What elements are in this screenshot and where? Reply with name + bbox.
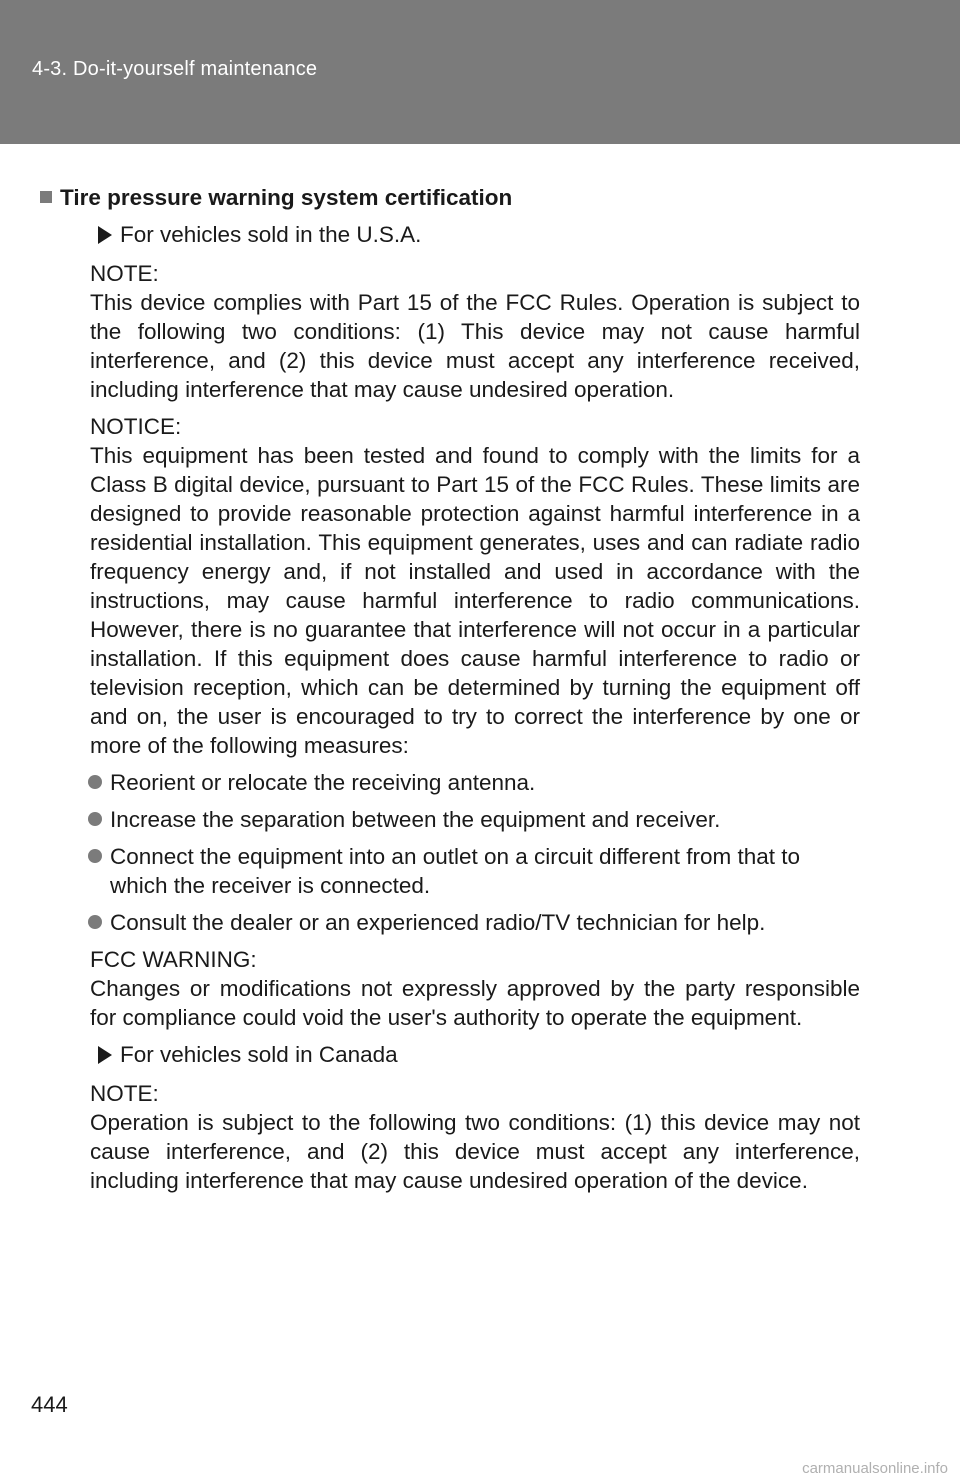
arrow-right-icon xyxy=(98,1046,112,1064)
usa-notice-body: This equipment has been tested and found to comply with the limits for a Class B digital device, pursuant to Part 15 of the FCC Rules. These limits are designed to provide reasonable protection against harmful interference in a residential installation. This equipment generates, uses and can radiate radio frequency energy and, if not installed and used in accordance with the instructions, may cause harmful interference to radio communications. However, there is no guarantee that interference will not occur in a particular installation. If this equipment does cause harmful interference to radio or television reception, which can be determined by turning the equipment off and on, the user is encouraged to try to correct the interference by one or more of the following measures: xyxy=(90,443,860,758)
list-item xyxy=(90,842,860,900)
circle-bullet-icon xyxy=(88,849,102,863)
list-item xyxy=(90,768,860,797)
fcc-warning-label: FCC WARNING: xyxy=(90,947,257,972)
circle-bullet-icon xyxy=(88,915,102,929)
header-section-title: 4-3. Do-it-yourself maintenance xyxy=(32,58,318,80)
canada-note xyxy=(90,1079,860,1195)
usa-note-body: This device complies with Part 15 of the FCC Rules. Operation is subject to the following two conditions: (1) This device may not cause harmful interference, and (2) this device must accept any interference received, including interference that may cause undesired operation. xyxy=(90,290,860,402)
list-item-text: Consult the dealer or an experienced radio/TV technician for help. xyxy=(110,910,766,935)
usa-subheading xyxy=(90,220,860,249)
usa-note xyxy=(90,259,860,404)
canada-subheading xyxy=(90,1040,860,1069)
usa-subheading-text: For vehicles sold in the U.S.A. xyxy=(120,222,422,247)
page-header xyxy=(0,0,960,144)
watermark-text: carmanualsonline.info xyxy=(802,1460,948,1477)
usa-notice xyxy=(90,412,860,760)
list-item-text: Increase the separation between the equipment and receiver. xyxy=(110,807,721,832)
circle-bullet-icon xyxy=(88,812,102,826)
usa-notice-label: NOTICE: xyxy=(90,414,182,439)
circle-bullet-icon xyxy=(88,775,102,789)
canada-note-body: Operation is subject to the following two conditions: (1) this device may not cause interference, and (2) this device must accept any interference, including interference that may cause undesired operation of the device. xyxy=(90,1110,860,1193)
arrow-right-icon xyxy=(98,226,112,244)
list-item xyxy=(90,805,860,834)
square-bullet-icon xyxy=(40,191,52,203)
list-item-text: Connect the equipment into an outlet on a circuit different from that to which the receiver is connected. xyxy=(110,844,800,898)
section-heading-text: Tire pressure warning system certification xyxy=(60,185,513,210)
list-item xyxy=(90,908,860,937)
canada-subheading-text: For vehicles sold in Canada xyxy=(120,1042,398,1067)
section-heading xyxy=(40,183,810,212)
page-content xyxy=(60,183,860,1203)
fcc-warning xyxy=(90,945,860,1032)
page-number: 444 xyxy=(31,1392,68,1417)
canada-note-label: NOTE: xyxy=(90,1081,159,1106)
fcc-warning-body: Changes or modifications not expressly approved by the party responsible for compliance could void the user's authority to operate the equipment. xyxy=(90,976,860,1030)
list-item-text: Reorient or relocate the receiving antenna. xyxy=(110,770,536,795)
usa-note-label: NOTE: xyxy=(90,261,159,286)
